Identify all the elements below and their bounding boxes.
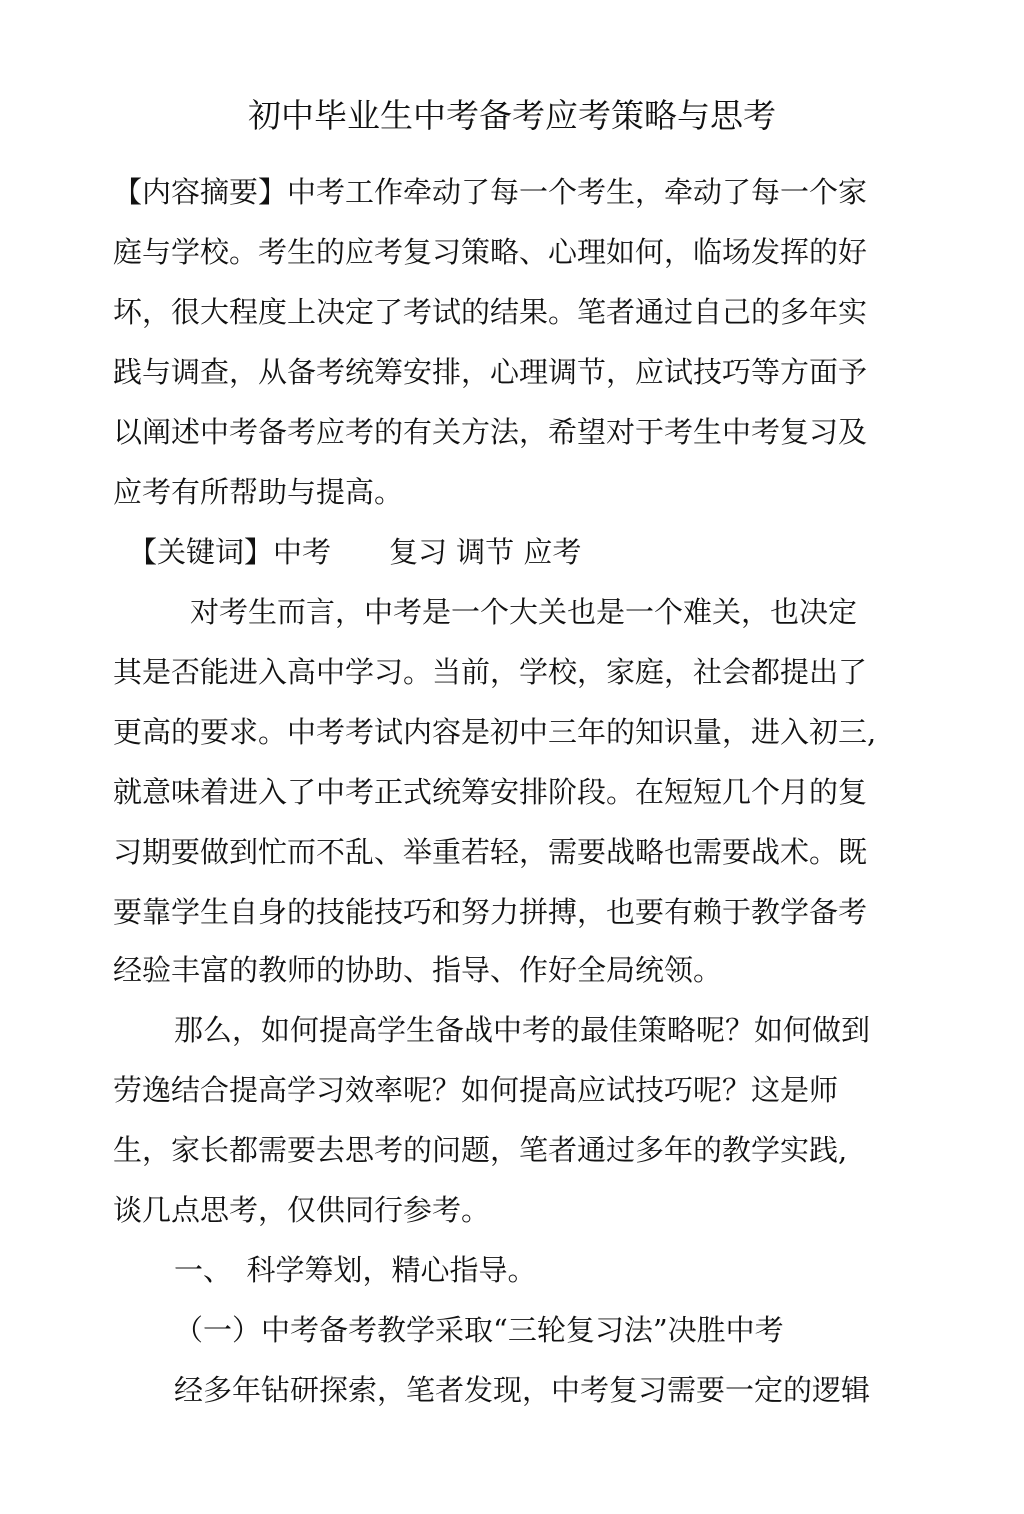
document-title: 初中毕业生中考备考应考策略与思考 xyxy=(248,96,776,135)
abstract-line: 【内容摘要】中考工作牵动了每一个考生，牵动了每一个家 xyxy=(113,175,868,209)
paragraph-line: 更高的要求。中考考试内容是初中三年的知识量，进入初三, xyxy=(113,715,877,749)
paragraph-line: 经验丰富的教师的协助、指导、作好全局统领。 xyxy=(113,953,723,987)
subsection-heading: （一）中考备考教学采取“三轮复习法”决胜中考 xyxy=(174,1313,784,1347)
keywords-line: 【关键词】中考 复习 调节 应考 xyxy=(128,535,582,569)
abstract-line: 以阐述中考备考应考的有关方法，希望对于考生中考复习及 xyxy=(113,415,868,449)
paragraph-line: 要靠学生自身的技能技巧和努力拼搏，也要有赖于教学备考 xyxy=(113,895,868,929)
abstract-line: 应考有所帮助与提高。 xyxy=(113,475,404,509)
abstract-line: 庭与学校。考生的应考复习策略、心理如何，临场发挥的好 xyxy=(113,235,868,269)
paragraph-line: 其是否能进入高中学习。当前，学校，家庭，社会都提出了 xyxy=(113,655,868,689)
paragraph-line: 生，家长都需要去思考的问题，笔者通过多年的教学实践, xyxy=(113,1133,848,1167)
paragraph-line: 习期要做到忙而不乱、举重若轻，需要战略也需要战术。既 xyxy=(113,835,868,869)
paragraph-line: 谈几点思考，仅供同行参考。 xyxy=(113,1193,491,1227)
paragraph-line: 劳逸结合提高学习效率呢？如何提高应试技巧呢？这是师 xyxy=(113,1073,839,1107)
paragraph-line: 经多年钻研探索，笔者发现，中考复习需要一定的逻辑 xyxy=(174,1373,871,1407)
section-heading: 一、 科学筹划，精心指导。 xyxy=(174,1253,537,1287)
paragraph-line: 对考生而言，中考是一个大关也是一个难关，也决定 xyxy=(190,595,858,629)
paragraph-line: 那么，如何提高学生备战中考的最佳策略呢？如何做到 xyxy=(174,1013,871,1047)
abstract-line: 坏，很大程度上决定了考试的结果。笔者通过自己的多年实 xyxy=(113,295,868,329)
paragraph-line: 就意味着进入了中考正式统筹安排阶段。在短短几个月的复 xyxy=(113,775,868,809)
abstract-line: 践与调查，从备考统筹安排，心理调节，应试技巧等方面予 xyxy=(113,355,868,389)
